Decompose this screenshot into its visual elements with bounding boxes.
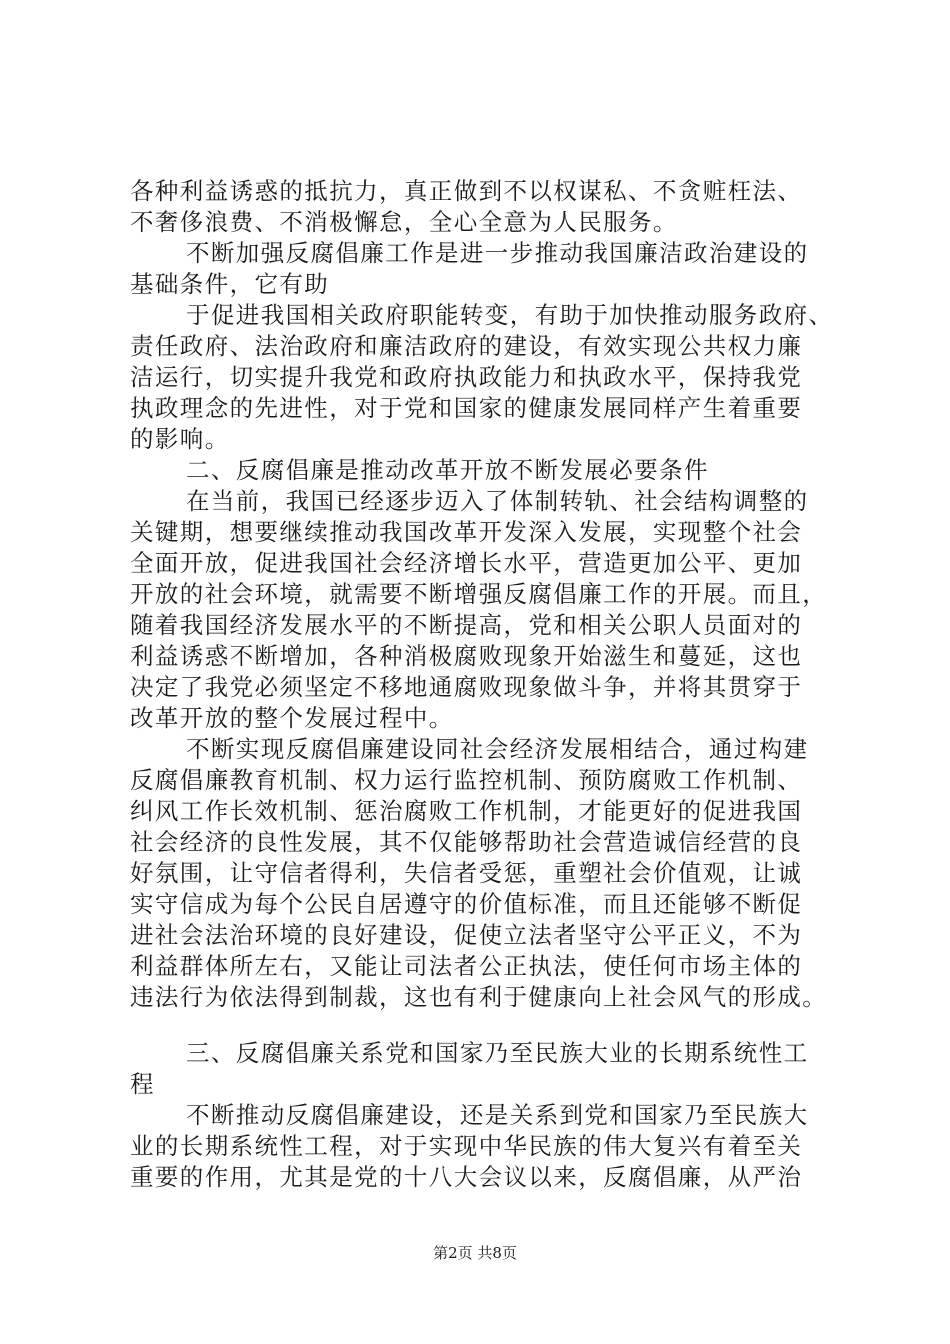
text-line: 社会经济的良性发展，其不仅能够帮助社会营造诚信经营的良	[130, 828, 803, 856]
text-line: 责任政府、法治政府和廉洁政府的建设，有效实现公共权力廉	[130, 332, 803, 360]
text-line: 决定了我党必须坚定不移地通腐败现象做斗争，并将其贯穿于	[130, 673, 803, 701]
text-line: 违法行为依法得到制裁，这也有利于健康向上社会风气的形成。	[130, 983, 828, 1011]
text-line: 不断加强反腐倡廉工作是进一步推动我国廉洁政治建设的	[186, 239, 809, 267]
text-line: 全面开放，促进我国社会经济增长水平，营造更加公平、更加	[130, 549, 803, 577]
text-line: 洁运行，切实提升我党和政府执政能力和执政水平，保持我党	[130, 363, 803, 391]
text-line: 改革开放的整个发展过程中。	[130, 704, 454, 732]
section-heading-continued: 程	[130, 1070, 155, 1098]
text-line: 于促进我国相关政府职能转变，有助于加快推动服务政府、	[186, 301, 834, 329]
text-line: 利益诱惑不断增加，各种消极腐败现象开始滋生和蔓延，这也	[130, 642, 803, 670]
text-line: 随着我国经济发展水平的不断提高，党和相关公职人员面对的	[130, 611, 803, 639]
text-line: 业的长期系统性工程，对于实现中华民族的伟大复兴有着至关	[130, 1132, 803, 1160]
text-line: 反腐倡廉教育机制、权力运行监控机制、预防腐败工作机制、	[130, 766, 803, 794]
section-heading: 二、反腐倡廉是推动改革开放不断发展必要条件	[186, 456, 709, 484]
text-line: 各种利益诱惑的抵抗力，真正做到不以权谋私、不贪赃枉法、	[130, 177, 803, 205]
text-line: 执政理念的先进性，对于党和国家的健康发展同样产生着重要	[130, 394, 803, 422]
text-line: 纠风工作长效机制、惩治腐败工作机制，才能更好的促进我国	[130, 797, 803, 825]
text-line: 不奢侈浪费、不消极懈怠，全心全意为人民服务。	[130, 208, 678, 236]
section-heading: 三、反腐倡廉关系党和国家乃至民族大业的长期系统性工	[186, 1039, 809, 1067]
text-line: 不断实现反腐倡廉建设同社会经济发展相结合，通过构建	[186, 735, 809, 763]
text-line: 好氛围，让守信者得利，失信者受惩，重塑社会价值观，让诚	[130, 859, 803, 887]
text-line: 的影响。	[130, 425, 230, 453]
text-line: 开放的社会环境，就需要不断增强反腐倡廉工作的开展。而且，	[130, 580, 828, 608]
text-line: 不断推动反腐倡廉建设，还是关系到党和国家乃至民族大	[186, 1101, 809, 1129]
text-line: 在当前，我国已经逐步迈入了体制转轨、社会结构调整的	[186, 487, 809, 515]
text-line: 利益群体所左右，又能让司法者公正执法，使任何市场主体的	[130, 952, 803, 980]
text-line: 基础条件，它有助	[130, 270, 330, 298]
text-line: 实守信成为每个公民自居遵守的价值标准，而且还能够不断促	[130, 890, 803, 918]
text-line: 进社会法治环境的良好建设，促使立法者坚守公平正义，不为	[130, 921, 803, 949]
text-line: 重要的作用，尤其是党的十八大会议以来，反腐倡廉，从严治	[130, 1163, 803, 1191]
page-footer: 第2页 共8页	[433, 1244, 517, 1262]
text-line: 关键期，想要继续推动我国改革开发深入发展，实现整个社会	[130, 518, 803, 546]
